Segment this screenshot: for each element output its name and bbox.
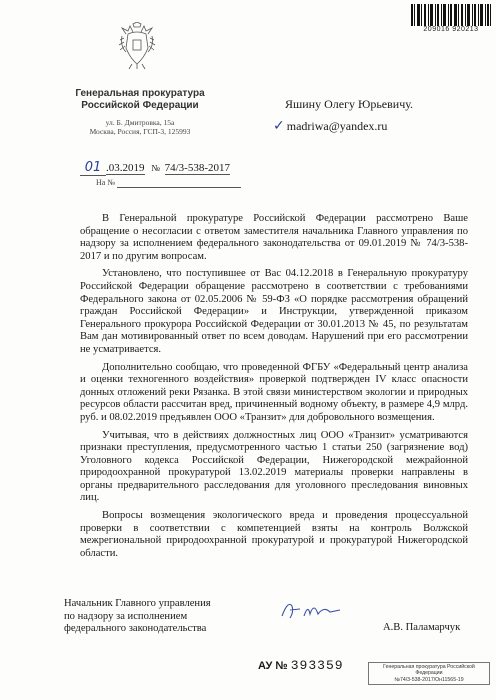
in-reply-line — [96, 178, 241, 188]
registration-stamp — [368, 662, 490, 685]
outgoing-number: 74/3-538-2017 — [164, 162, 230, 174]
outgoing-date-number — [80, 160, 230, 176]
body-paragraph: Вопросы возмещения экологического вреда и проведения процессуальной проверки в соответствии с компетенцией взяты на контроль Волжской межрегиональной природоохранной прокуратурой и прокуратурой Нижегородской области. — [80, 510, 468, 559]
signatory-name: А.В. Паламарчук — [383, 622, 461, 633]
na-label: На № — [96, 178, 115, 187]
body-paragraph: Установлено, что поступившее от Вас 04.12.2018 в Генеральную прокуратуру Российской Федерации обращение рассмотрено в соответствии с требованиями Федерального закона от 02.05.2006 № 59-ФЗ «О порядке рассмотрения обращений граждан Российской Федерации» и Инструкции, утвержденной приказом Генерального прокурора Российской Федерации от 30.01.2013 № 45, по результатам Вам дан мотивированный ответ по всем доводам. Нарушений при его рассмотрении не усматривается. — [80, 268, 468, 355]
stamp-line: Федерации — [415, 670, 443, 677]
au-label: АУ № — [258, 660, 288, 672]
recipient-email: madriwa@yandex.ru — [286, 119, 388, 133]
position-line: федерального законодательства — [64, 623, 207, 635]
handwritten-day: 01 — [84, 160, 102, 175]
checkmark-icon: ✓ — [273, 118, 285, 134]
position-line: по надзору за исполнением — [64, 610, 188, 622]
signatory-position — [64, 598, 211, 636]
stamp-line: №74/3-538-2017/Он11565-19 — [394, 676, 464, 683]
body-paragraph: Дополнительно сообщаю, что проведенной ФГБУ «Федеральный центр анализа и оценки техногенного воздействия» проверкой подтвержден IV класс опасности донных отложений реки Рязанка. В этой связи министерством экологии и природных ресурсов области рассчитан вред, причиненный водному объекту, в размере 4,9 млрд. руб. и 08.02.2019 предъявлен ООО «Транзит» для добровольного возмещения. — [80, 361, 468, 423]
barcode-number: 209016 920213 — [423, 26, 479, 33]
number-prefix: № — [151, 163, 160, 173]
au-number: 393359 — [290, 658, 344, 673]
recipient-name: Яшину Олегу Юрьевичу. — [285, 97, 414, 111]
barcode-icon — [410, 4, 492, 26]
recipient-email-line — [273, 118, 387, 134]
barcode — [410, 4, 492, 36]
date-day-field — [80, 160, 106, 176]
address-city: Москва, Россия, ГСП-3, 125993 — [89, 127, 191, 136]
org-address — [60, 118, 220, 136]
body-paragraph: В Генеральной прокуратуре Российской Федерации рассмотрено Ваше обращение о несогласии с ответом заместителя начальника Главного управления по надзору за исполнением федерального законодательства от 09.01.2019 № 74/3-538-2017 и по другим вопросам. — [80, 213, 468, 262]
handwritten-signature — [278, 596, 348, 622]
address-street: ул. Б. Дмитровка, 15а — [105, 118, 175, 127]
position-line: Начальник Главного управления — [64, 598, 211, 609]
na-blank — [117, 178, 241, 188]
date-suffix: .03.2019 — [106, 162, 145, 174]
letter-body — [80, 213, 468, 565]
stamp-line: Генеральная прокуратура Российской — [383, 664, 475, 670]
au-serial — [258, 658, 344, 673]
coat-of-arms-icon — [118, 22, 156, 70]
org-name: Генеральная прокуратура Российской Федерации — [75, 88, 205, 111]
body-paragraph: Учитывая, что в действиях должностных лиц ООО «Транзит» усматриваются признаки преступления, предусмотренного частью 1 статьи 250 (загрязнение вод) Уголовного кодекса Российской Федерации, Нижегородской межрайонной природоохранной прокуратурой 13.02.2019 материалы проверки направлены в органы предварительного расследования для уголовного преследования виновных лиц. — [80, 429, 468, 504]
